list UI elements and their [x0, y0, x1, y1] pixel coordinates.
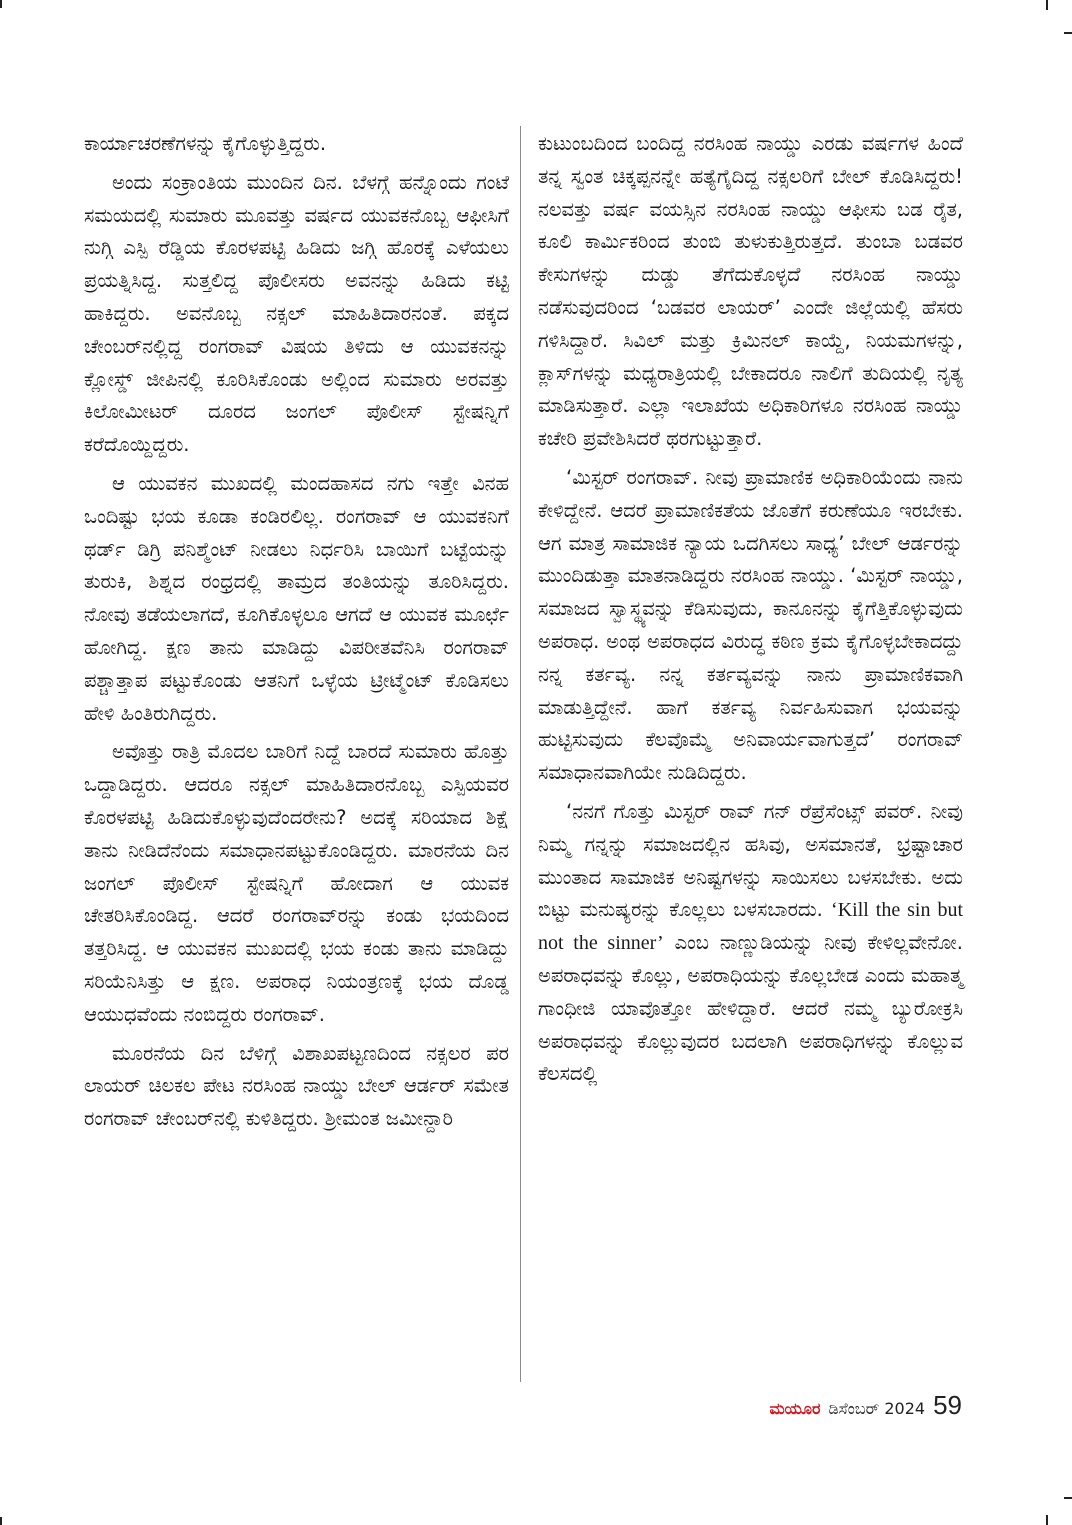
page-footer: [769, 1390, 962, 1430]
paragraph-text: ಎಂಬ ನಾಣ್ಣುಡಿಯನ್ನು ನೀವು ಕೇಳಿಲ್ಲವೇನೋ. ಅಪರಾಧವನ್ನು ಕೊಲ್ಲು, ಅಪರಾಧಿಯನ್ನು ಕೊಲ್ಲಬೇಡ ಎಂದು ಮಹಾತ್ಮ ಗಾಂಧೀಜಿ ಯಾವೊತ್ತೋ ಹೇಳಿದ್ದಾರೆ. ಆದರೆ ನಮ್ಮ ಬ್ಯುರೋಕ್ರಸಿ ಅಪರಾಧವನ್ನು ಕೊಲ್ಲುವುದರ ಬದಲಾಗಿ ಅಪರಾಧಿಗಳನ್ನು ಕೊಲ್ಲುವ ಕೆಲಸದಲ್ಲಿ: [538, 931, 963, 1086]
column-divider: [520, 126, 521, 1382]
magazine-logo: ಮಯೂರ: [769, 1399, 821, 1418]
crop-mark-bottom-left: [0, 1517, 2, 1525]
paragraph: ಕಾರ್ಯಾಚರಣೆಗಳನ್ನು ಕೈಗೊಳ್ಳುತ್ತಿದ್ದರು.: [84, 132, 327, 155]
crop-mark-right-top: [1064, 32, 1072, 34]
paragraph: ಮೂರನೆಯ ದಿನ ಬೆಳಿಗ್ಗೆ ವಿಶಾಖಪಟ್ಟಣದಿಂದ ನಕ್ಸಲರ ಪರ ಲಾಯರ್ ಚಿಲಕಲ ಪೇಟ ನರಸಿಂಹ ನಾಯ್ಡು ಬೇಲ್ ಆರ್ಡರ್ ಸಮೇತ ರಂಗರಾವ್ ಚೇಂಬರ್‌ನಲ್ಲಿ ಕುಳಿತಿದ್ದರು. ಶ್ರೀಮಂತ ಜಮೀನ್ದಾರಿ: [84, 1041, 509, 1131]
paragraph: ಆ ಯುವಕನ ಮುಖದಲ್ಲಿ ಮಂದಹಾಸದ ನಗು ಇತ್ತೇ ವಿನಹ ಒಂದಿಷ್ಟು ಭಯ ಕೂಡಾ ಕಂಡಿರಲಿಲ್ಲ. ರಂಗರಾವ್ ಆ ಯುವಕನಿಗೆ ಥರ್ಡ್ ಡಿಗ್ರಿ ಪನಿಶ್ಮೆಂಟ್ ನೀಡಲು ನಿರ್ಧರಿಸಿ ಬಾಯಿಗೆ ಬಟ್ಟೆಯನ್ನು ತುರುಕಿ, ಶಿಶ್ನದ ರಂಧ್ರದಲ್ಲಿ ತಾಮ್ರದ ತಂತಿಯನ್ನು ತೂರಿಸಿದ್ದರು. ನೋವು ತಡೆಯಲಾಗದೆ, ಕೂಗಿಕೊಳ್ಳಲೂ ಆಗದೆ ಆ ಯುವಕ ಮೂರ್ಛೆ ಹೋಗಿದ್ದ. ಕ್ಷಣ ತಾನು ಮಾಡಿದ್ದು ವಿಪರೀತವೆನಿಸಿ ರಂಗರಾವ್ ಪಶ್ಚಾತ್ತಾಪ ಪಟ್ಟುಕೊಂಡು ಆತನಿಗೆ ಒಳ್ಳೆಯ ಟ್ರೀಟ್ಮೆಂಟ್ ಕೊಡಿಸಲು ಹೇಳಿ ಹಿಂತಿರುಗಿದ್ದರು.: [84, 471, 509, 725]
paragraph: ‘ಮಿಸ್ಟರ್ ರಂಗರಾವ್. ನೀವು ಪ್ರಾಮಾಣಿಕ ಅಧಿಕಾರಿಯೆಂದು ನಾನು ಕೇಳಿದ್ದೇನೆ. ಆದರೆ ಪ್ರಾಮಾಣಿಕತೆಯ ಜೊತೆಗೆ ಕರುಣೆಯೂ ಇರಬೇಕು. ಆಗ ಮಾತ್ರ ಸಾಮಾಜಿಕ ನ್ಯಾಯ ಒದಗಿಸಲು ಸಾಧ್ಯ’ ಬೇಲ್ ಆರ್ಡರನ್ನು ಮುಂದಿಡುತ್ತಾ ಮಾತನಾಡಿದ್ದರು ನರಸಿಂಹ ನಾಯ್ಡು. ‘ಮಿಸ್ಟರ್ ನಾಯ್ಡು, ಸಮಾಜದ ಸ್ವಾಸ್ಥ್ಯವನ್ನು ಕೆಡಿಸುವುದು, ಕಾನೂನನ್ನು ಕೈಗೆತ್ತಿಕೊಳ್ಳುವುದು ಅಪರಾಧ. ಅಂಥ ಅಪರಾಧದ ವಿರುದ್ಧ ಕಠಿಣ ಕ್ರಮ ಕೈಗೊಳ್ಳಬೇಕಾದದ್ದು ನನ್ನ ಕರ್ತವ್ಯ. ನನ್ನ ಕರ್ತವ್ಯವನ್ನು ನಾನು ಪ್ರಾಮಾಣಿಕವಾಗಿ ಮಾಡುತ್ತಿದ್ದೇನೆ. ಹಾಗೆ ಕರ್ತವ್ಯ ನಿರ್ವಹಿಸುವಾಗ ಭಯವನ್ನು ಹುಟ್ಟಿಸುವುದು ಕೆಲವೊಮ್ಮೆ ಅನಿವಾರ್ಯವಾಗುತ್ತದೆ’ ರಂಗರಾವ್ ಸಮಾಧಾನವಾಗಿಯೇ ನುಡಿದಿದ್ದರು.: [538, 465, 963, 785]
paragraph: ಅವೊತ್ತು ರಾತ್ರಿ ಮೊದಲ ಬಾರಿಗೆ ನಿದ್ದೆ ಬಾರದೆ ಸುಮಾರು ಹೊತ್ತು ಒದ್ದಾಡಿದ್ದರು. ಆದರೂ ನಕ್ಸಲ್ ಮಾಹಿತಿದಾರನೊಬ್ಬ ಎಸ್ಪಿಯವರ ಕೊರಳಪಟ್ಟಿ ಹಿಡಿದುಕೊಳ್ಳುವುದೆಂದರೇನು? ಅದಕ್ಕೆ ಸರಿಯಾದ ಶಿಕ್ಷೆ ತಾನು ನೀಡಿದೆನೆಂದು ಸಮಾಧಾನಪಟ್ಟುಕೊಂಡಿದ್ದರು. ಮಾರನೆಯ ದಿನ ಜಂಗಲ್ ಪೊಲೀಸ್ ಸ್ಟೇಷನ್ನಿಗೆ ಹೋದಾಗ ಆ ಯುವಕ ಚೇತರಿಸಿಕೊಂಡಿದ್ದ. ಆದರೆ ರಂಗರಾವ್‌ರನ್ನು ಕಂಡು ಭಯದಿಂದ ತತ್ತರಿಸಿದ್ದ. ಆ ಯುವಕನ ಮುಖದಲ್ಲಿ ಭಯ ಕಂಡು ತಾನು ಮಾಡಿದ್ದು ಸರಿಯೆನಿಸಿತ್ತು ಆ ಕ್ಷಣ. ಅಪರಾಧ ನಿಯಂತ್ರಣಕ್ಕೆ ಭಯ ದೊಡ್ಡ ಆಯುಧವೆಂದು ನಂಬಿದ್ದರು ರಂಗರಾವ್.: [84, 740, 509, 1026]
crop-mark-top-left: [0, 0, 2, 8]
paragraph: ಕುಟುಂಬದಿಂದ ಬಂದಿದ್ದ ನರಸಿಂಹ ನಾಯ್ಡು ಎರಡು ವರ್ಷಗಳ ಹಿಂದೆ ತನ್ನ ಸ್ವಂತ ಚಿಕ್ಕಪ್ಪನನ್ನೇ ಹತ್ಯೆಗೈದಿದ್ದ ನಕ್ಸಲರಿಗೆ ಬೇಲ್ ಕೊಡಿಸಿದ್ದರು! ನಲವತ್ತು ವರ್ಷ ವಯಸ್ಸಿನ ನರಸಿಂಹ ನಾಯ್ಡು ಆಫೀಸು ಬಡ ರೈತ, ಕೂಲಿ ಕಾರ್ಮಿಕರಿಂದ ತುಂಬಿ ತುಳುಕುತ್ತಿರುತ್ತದೆ. ತುಂಬಾ ಬಡವರ ಕೇಸುಗಳನ್ನು ದುಡ್ಡು ತೆಗೆದುಕೊಳ್ಳದೆ ನರಸಿಂಹ ನಾಯ್ಡು ನಡೆಸುವುದರಿಂದ ‘ಬಡವರ ಲಾಯರ್’ ಎಂದೇ ಜಿಲ್ಲೆಯಲ್ಲಿ ಹೆಸರು ಗಳಿಸಿದ್ದಾರೆ. ಸಿವಿಲ್ ಮತ್ತು ಕ್ರಿಮಿನಲ್ ಕಾಯ್ದೆ, ನಿಯಮಗಳನ್ನು, ಕ್ಲಾಸ್‌ಗಳನ್ನು ಮಧ್ಯರಾತ್ರಿಯಲ್ಲಿ ಬೇಕಾದರೂ ನಾಲಿಗೆ ತುದಿಯಲ್ಲಿ ನೃತ್ಯ ಮಾಡಿಸುತ್ತಾರೆ. ಎಲ್ಲಾ ಇಲಾಖೆಯ ಅಧಿಕಾರಿಗಳೂ ನರಸಿಂಹ ನಾಯ್ಡು ಕಚೇರಿ ಪ್ರವೇಶಿಸಿದರೆ ಥರಗುಟ್ಟುತ್ತಾರೆ.: [538, 132, 963, 451]
right-text-column: [538, 128, 963, 1097]
paragraph: [538, 796, 963, 1091]
crop-mark-right-bottom: [1064, 1497, 1072, 1499]
left-text-column: [84, 128, 509, 1142]
english-quote: ‘Kill the sin but not the sinner’: [538, 899, 963, 955]
crop-mark-top-middle: [1046, 0, 1048, 10]
crop-mark-bottom-middle: [1046, 1515, 1048, 1525]
paragraph-text: ‘ನನಗೆ ಗೊತ್ತು ಮಿಸ್ಟರ್ ರಾವ್ ಗನ್ ರೆಪ್ರೆಸೆಂಟ್ಸ್ ಪವರ್. ನೀವು ನಿಮ್ಮ ಗನ್ನನ್ನು ಸಮಾಜದಲ್ಲಿನ ಹಸಿವು, ಅಸಮಾನತೆ, ಭ್ರಷ್ಟಾಚಾರ ಮುಂತಾದ ಸಾಮಾಜಿಕ ಅನಿಷ್ಟಗಳನ್ನು ಸಾಯಿಸಲು ಬಳಸಬೇಕು. ಅದು ಬಿಟ್ಟು ಮನುಷ್ಯರನ್ನು ಕೊಲ್ಲಲು ಬಳಸಬಾರದು.: [538, 799, 963, 922]
issue-date: ಡಿಸೆಂಬರ್ 2024: [828, 1399, 926, 1418]
paragraph: ಅಂದು ಸಂಕ್ರಾಂತಿಯ ಮುಂದಿನ ದಿನ. ಬೆಳಗ್ಗೆ ಹನ್ನೊಂದು ಗಂಟೆ ಸಮಯದಲ್ಲಿ ಸುಮಾರು ಮೂವತ್ತು ವರ್ಷದ ಯುವಕನೊಬ್ಬ ಆಫೀಸಿಗೆ ನುಗ್ಗಿ ಎಸ್ಪಿ ರೆಡ್ಡಿಯ ಕೊರಳಪಟ್ಟಿ ಹಿಡಿದು ಜಗ್ಗಿ ಹೊರಕ್ಕೆ ಎಳೆಯಲು ಪ್ರಯತ್ನಿಸಿದ್ದ. ಸುತ್ತಲಿದ್ದ ಪೊಲೀಸರು ಅವನನ್ನು ಹಿಡಿದು ಕಟ್ಟಿ ಹಾಕಿದ್ದರು. ಅವನೊಬ್ಬ ನಕ್ಸಲ್ ಮಾಹಿತಿದಾರನಂತೆ. ಪಕ್ಕದ ಚೇಂಬರ್‌ನಲ್ಲಿದ್ದ ರಂಗರಾವ್ ವಿಷಯ ತಿಳಿದು ಆ ಯುವಕನನ್ನು ಕ್ಲೋಸ್ಡ್ ಜೀಪಿನಲ್ಲಿ ಕೂರಿಸಿಕೊಂಡು ಅಲ್ಲಿಂದ ಸುಮಾರು ಅರವತ್ತು ಕಿಲೋಮೀಟರ್ ದೂರದ ಜಂಗಲ್ ಪೊಲೀಸ್ ಸ್ಟೇಷನ್ನಿಗೆ ಕರೆದೊಯ್ದಿದ್ದರು.: [84, 170, 509, 457]
page-number: 59: [933, 1390, 962, 1420]
